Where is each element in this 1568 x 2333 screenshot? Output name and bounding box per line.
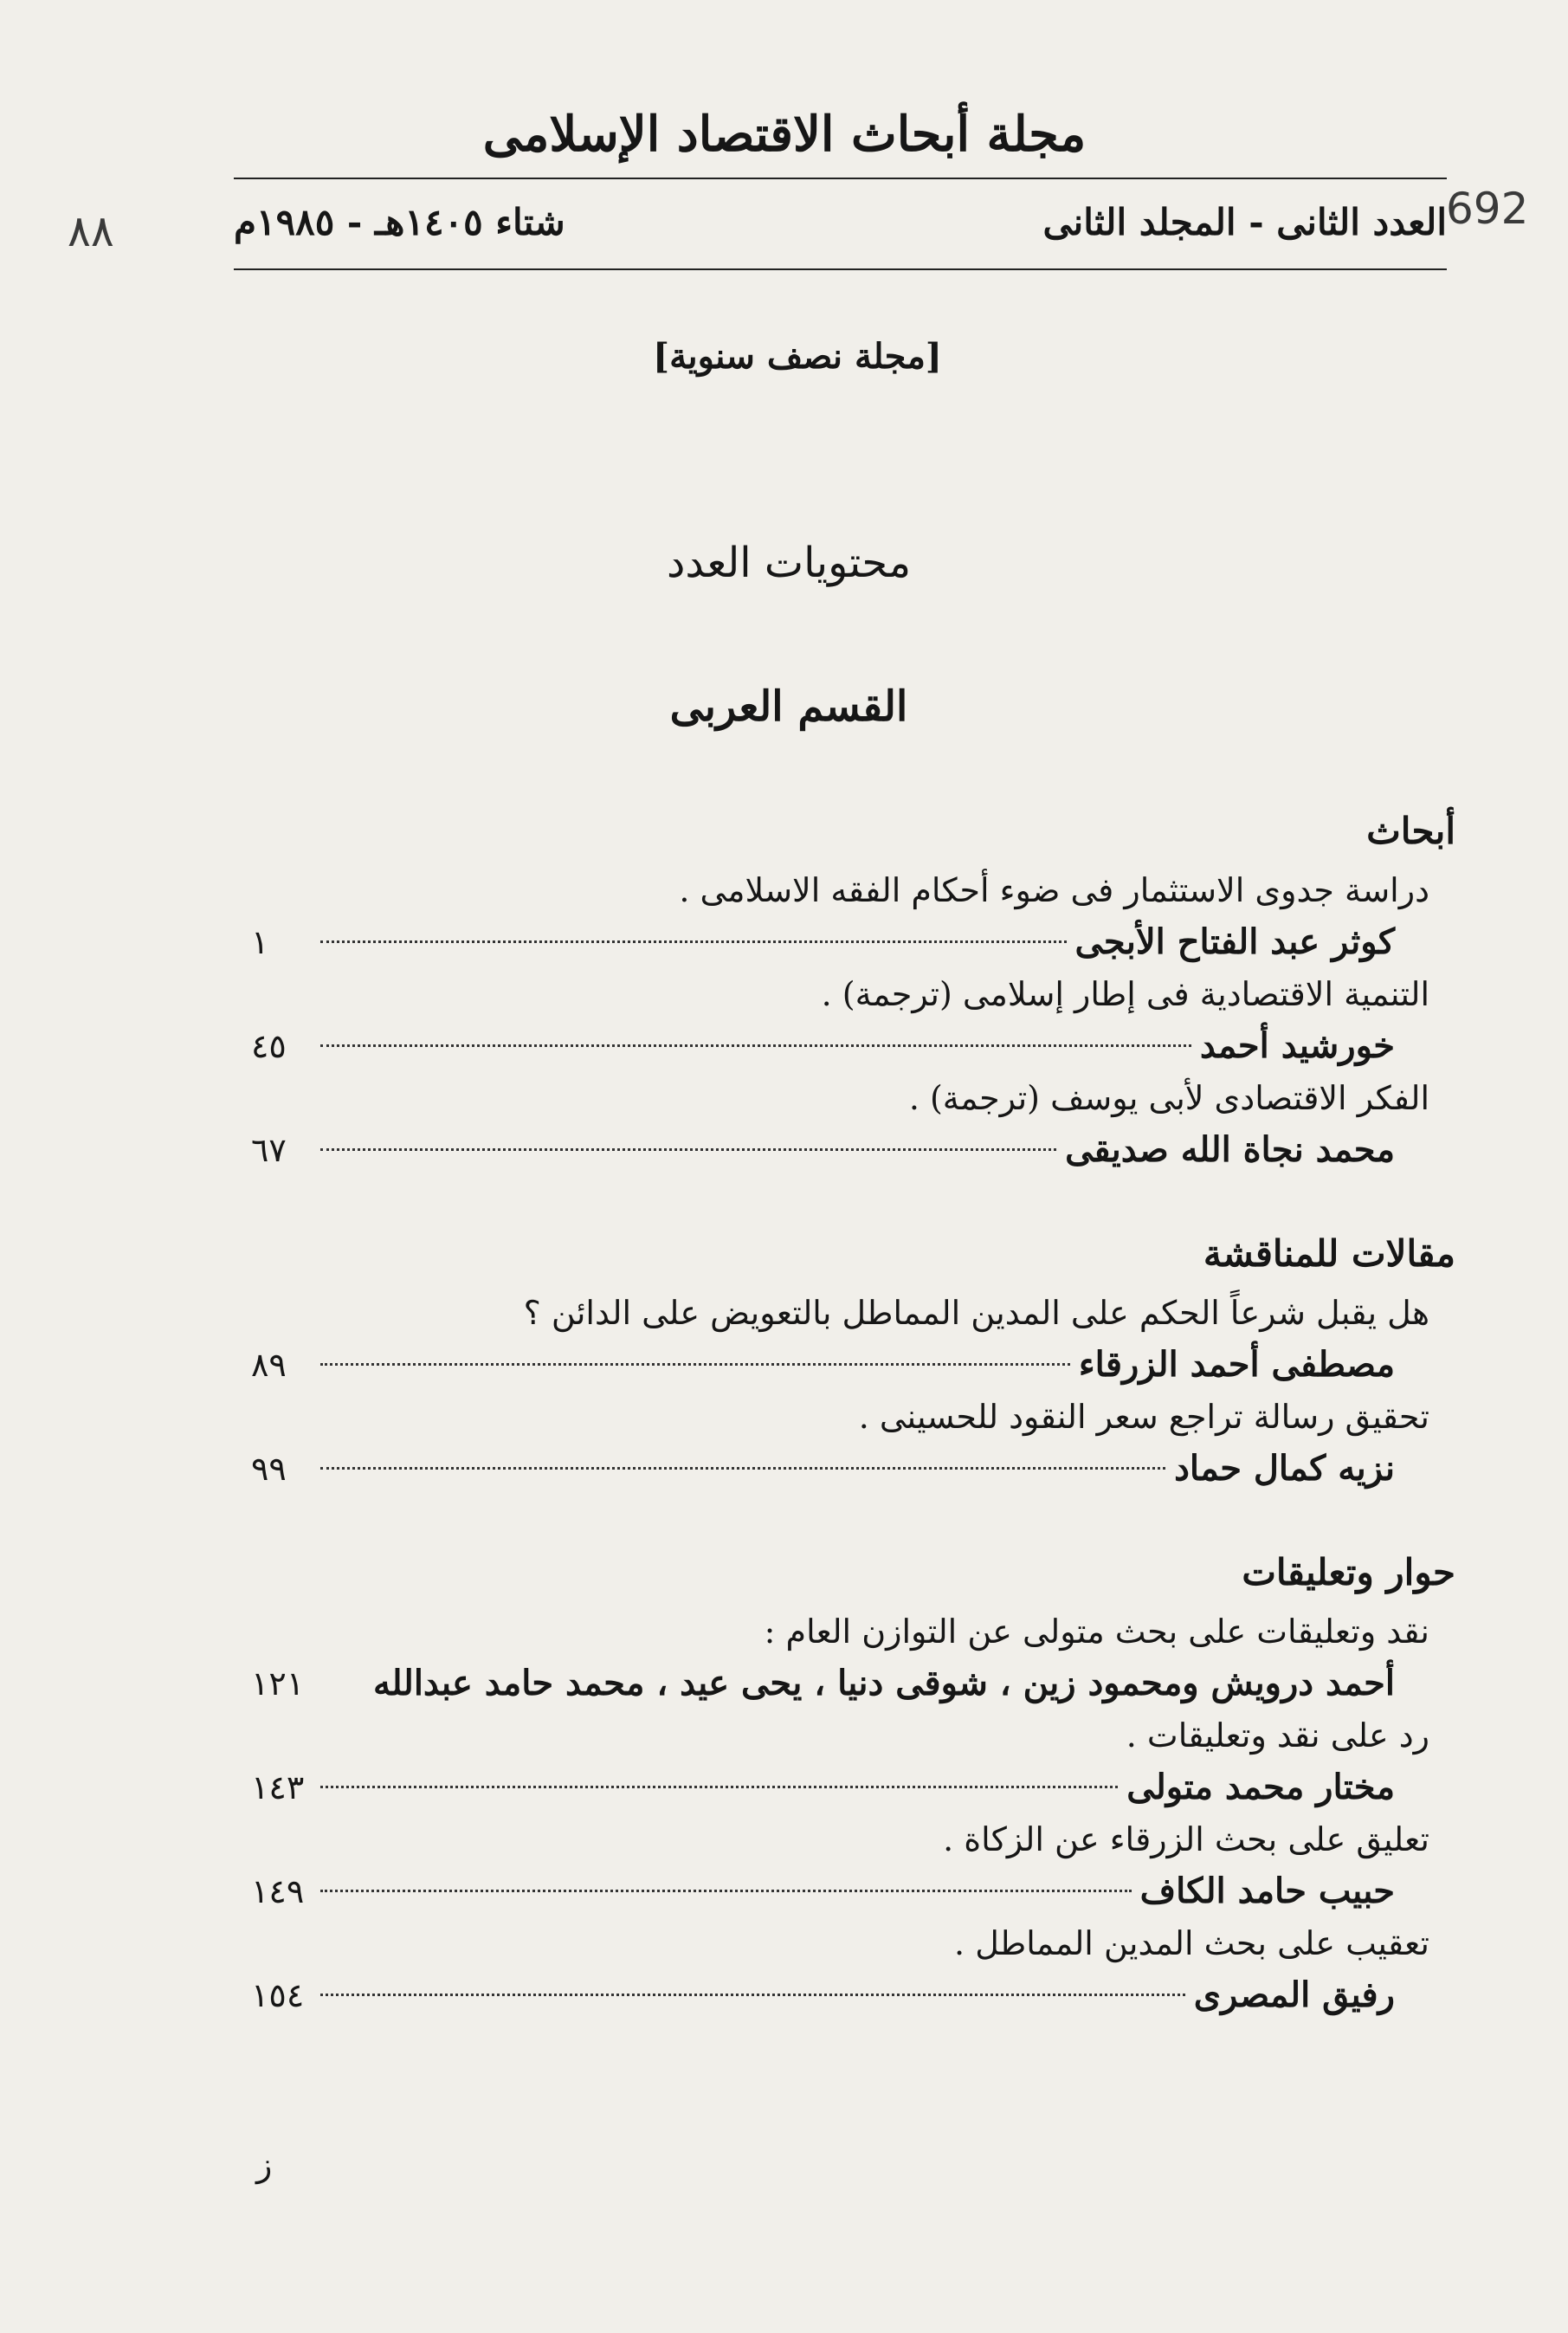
toc-entry xyxy=(251,866,1455,970)
entry-author: محمد نجاة الله صديقى xyxy=(1065,1129,1395,1170)
entry-title: نقد وتعليقات على بحث متولى عن التوازن العام : xyxy=(764,1612,1429,1651)
entry-author: أحمد درويش ومحمود زين ، شوقى دنيا ، يحى عيد ، محمد حامد عبدالله xyxy=(372,1663,1395,1703)
toc-entry xyxy=(251,1919,1455,2023)
toc-category xyxy=(251,1228,1455,1496)
entry-page-number: ٤٥ xyxy=(251,1027,287,1065)
entry-page-number: ١٤٩ xyxy=(251,1872,305,1910)
dot-leader xyxy=(320,1044,1191,1047)
dot-leader xyxy=(320,940,1067,943)
category-label: حوار وتعليقات xyxy=(1242,1551,1455,1593)
handwritten-note-right: 692 xyxy=(1446,184,1529,234)
entry-author: رفيق المصرى xyxy=(1193,1974,1395,2015)
entry-page-number: ٩٩ xyxy=(251,1450,287,1488)
toc-entry xyxy=(251,1607,1455,1711)
section-title: القسم العربى xyxy=(669,682,908,731)
entry-title: تعقيب على بحث المدين المماطل . xyxy=(954,1924,1429,1962)
toc-entry xyxy=(251,1393,1455,1496)
entry-title: تحقيق رسالة تراجع سعر النقود للحسينى . xyxy=(858,1398,1429,1436)
table-of-contents xyxy=(251,805,1455,2073)
entry-title: تعليق على بحث الزرقاء عن الزكاة . xyxy=(943,1820,1429,1858)
dot-leader xyxy=(320,1363,1070,1366)
toc-entry xyxy=(251,1711,1455,1815)
entry-title: التنمية الاقتصادية فى إطار إسلامى (ترجمة) . xyxy=(821,975,1429,1013)
entry-title: هل يقبل شرعاً الحكم على المدين المماطل بالتعويض على الدائن ؟ xyxy=(523,1294,1429,1332)
issue-line xyxy=(234,201,1447,253)
dot-leader xyxy=(320,1148,1056,1151)
entry-author: خورشيد أحمد xyxy=(1199,1025,1395,1066)
entry-page-number: ١٢١ xyxy=(251,1664,305,1703)
entry-page-number: ١٥٤ xyxy=(251,1976,305,2014)
publication-frequency: [مجلة نصف سنوية] xyxy=(653,336,942,377)
toc-category xyxy=(251,1547,1455,2023)
dot-leader xyxy=(320,1682,365,1684)
header-rule-bottom xyxy=(234,268,1447,270)
contents-title: محتويات العدد xyxy=(666,539,912,587)
category-label: مقالات للمناقشة xyxy=(1203,1232,1455,1275)
entry-author: حبيب حامد الكاف xyxy=(1139,1871,1395,1911)
category-label: أبحاث xyxy=(1366,810,1455,852)
header-rule-top xyxy=(234,178,1447,179)
toc-entry xyxy=(251,970,1455,1074)
issue-date: شتاء ١٤٠٥هـ - ١٩٨٥م xyxy=(234,201,565,243)
toc-entry xyxy=(251,1815,1455,1919)
entry-page-number: ٦٧ xyxy=(251,1131,287,1169)
page-folio: ز xyxy=(256,2146,273,2184)
issue-number: العدد الثانى - المجلد الثانى xyxy=(1042,201,1447,243)
dot-leader xyxy=(320,1786,1118,1788)
entry-title: رد على نقد وتعليقات . xyxy=(1126,1716,1429,1755)
entry-page-number: ٨٩ xyxy=(251,1346,287,1384)
entry-title: دراسة جدوى الاستثمار فى ضوء أحكام الفقه الاسلامى . xyxy=(679,871,1429,909)
entry-author: مختار محمد متولى xyxy=(1126,1767,1395,1807)
dot-leader xyxy=(320,1994,1185,1996)
toc-entry xyxy=(251,1074,1455,1178)
entry-author: كوثر عبد الفتاح الأبجى xyxy=(1074,921,1395,962)
dot-leader xyxy=(320,1467,1165,1470)
toc-entry xyxy=(251,1289,1455,1393)
entry-author: نزيه كمال حماد xyxy=(1174,1448,1395,1489)
toc-category xyxy=(251,805,1455,1178)
entry-author: مصطفى أحمد الزرقاء xyxy=(1078,1344,1395,1385)
journal-title: مجلة أبحاث الاقتصاد الإسلامى xyxy=(482,106,1087,163)
entry-title: الفكر الاقتصادى لأبى يوسف (ترجمة) . xyxy=(908,1079,1429,1117)
entry-page-number: ١ xyxy=(251,923,269,961)
dot-leader xyxy=(320,1890,1132,1892)
handwritten-note-left: ٨٨ xyxy=(68,206,114,256)
entry-page-number: ١٤٣ xyxy=(251,1768,305,1806)
